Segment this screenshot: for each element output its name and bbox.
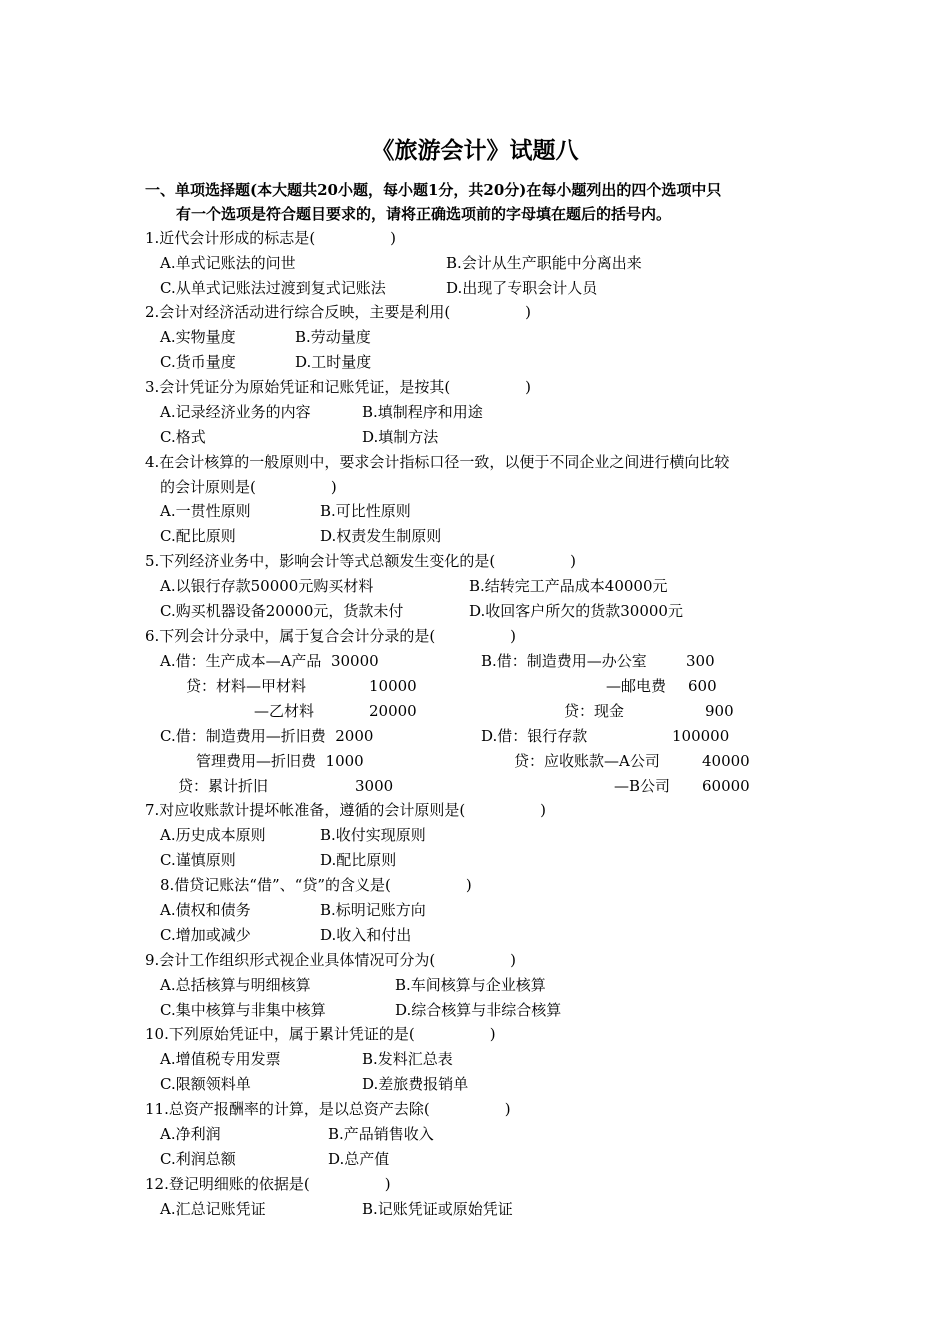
question-12-option-a: A.汇总记账凭证 [160,1200,266,1218]
question-8-option-d: D.收入和付出 [320,926,412,944]
question-2-option-a: A.实物量度 [160,328,236,346]
question-2-option-c: C.货币量度 [160,353,236,371]
question-10-option-d: D.差旅费报销单 [362,1075,469,1093]
question-6-a-line2: 贷：材料—甲材料 [186,677,307,695]
question-6-d-line3-amount: 60000 [702,777,750,795]
question-7-option-d: D.配比原则 [320,851,397,869]
question-3-stem: 3.会计凭证分为原始凭证和记账凭证，是按其( ) [145,378,532,396]
question-2-stem: 2.会计对经济活动进行综合反映，主要是利用( ) [145,303,532,321]
question-6-b-line2: —邮电费 [606,677,667,695]
question-3-option-b: B.填制程序和用途 [362,403,483,421]
question-1-option-d: D.出现了专职会计人员 [446,279,598,297]
question-8-option-b: B.标明记账方向 [320,901,426,919]
question-6-c-line1: C.借：制造费用—折旧费 2000 [160,727,374,745]
question-6-stem: 6.下列会计分录中，属于复合会计分录的是( ) [145,627,517,645]
question-11-option-a: A.净利润 [160,1125,221,1143]
question-4-option-c: C.配比原则 [160,527,236,545]
question-5-option-d: D.收回客户所欠的货款30000元 [469,602,683,620]
question-5-option-b: B.结转完工产品成本40000元 [469,577,668,595]
question-8-option-a: A.债权和债务 [160,901,251,919]
question-6-d-line3: —B公司 [614,777,671,795]
question-3-option-a: A.记录经济业务的内容 [160,403,311,421]
question-2-option-b: B.劳动量度 [295,328,371,346]
question-11-stem: 11.总资产报酬率的计算，是以总资产去除( ) [145,1100,511,1118]
question-4-stem: 4.在会计核算的一般原则中，要求会计指标口径一致，以便于不同企业之间进行横向比较 [145,453,730,471]
question-6-a-line1: A.借：生产成本—A产品 30000 [160,652,379,670]
question-6-b-line1: B.借：制造费用—办公室 [481,652,647,670]
question-3-option-c: C.格式 [160,428,206,446]
section-header-line2: 有一个选项是符合题目要求的，请将正确选项前的字母填在题后的括号内。 [176,205,672,223]
question-6-c-line3-amount: 3000 [355,777,394,795]
question-10-stem: 10.下列原始凭证中，属于累计凭证的是( ) [145,1025,496,1043]
question-6-d-line1: D.借：银行存款 [481,727,588,745]
question-6-a-line3: —乙材料 [254,702,315,720]
question-6-a-line2-amount: 10000 [369,677,417,695]
question-6-b-line2-amount: 600 [688,677,717,695]
question-4-option-a: A.一贯性原则 [160,502,251,520]
question-4-stem-cont: 的会计原则是( ) [160,478,337,496]
section-header-line1: 一、单项选择题(本大题共20小题，每小题1分，共20分)在每小题列出的四个选项中只 [145,181,722,199]
question-7-option-b: B.收付实现原则 [320,826,426,844]
question-4-option-b: B.可比性原则 [320,502,411,520]
question-6-c-line3: 贷：累计折旧 [178,777,269,795]
question-6-b-line3-amount: 900 [705,702,734,720]
question-8-stem: 8.借贷记账法“借”、“贷”的含义是( ) [160,876,472,894]
question-7-option-c: C.谨慎原则 [160,851,236,869]
question-11-option-d: D.总产值 [328,1150,390,1168]
question-11-option-c: C.利润总额 [160,1150,236,1168]
question-6-b-line1-amount: 300 [686,652,715,670]
question-6-d-line1-amount: 100000 [672,727,730,745]
question-12-stem: 12.登记明细账的依据是( ) [145,1175,391,1193]
question-11-option-b: B.产品销售收入 [328,1125,434,1143]
question-5-option-c: C.购买机器设备20000元，货款未付 [160,602,404,620]
question-7-option-a: A.历史成本原则 [160,826,266,844]
question-2-option-d: D.工时量度 [295,353,372,371]
question-1-option-a: A.单式记账法的问世 [160,254,296,272]
question-10-option-b: B.发料汇总表 [362,1050,453,1068]
question-10-option-c: C.限额领料单 [160,1075,251,1093]
question-6-a-line3-amount: 20000 [369,702,417,720]
question-7-stem: 7.对应收账款计提坏帐准备，遵循的会计原则是( ) [145,801,547,819]
question-1-option-c: C.从单式记账法过渡到复式记账法 [160,279,386,297]
question-6-c-line2: 管理费用—折旧费 1000 [196,752,364,770]
question-5-option-a: A.以银行存款50000元购买材料 [160,577,374,595]
question-12-option-b: B.记账凭证或原始凭证 [362,1200,513,1218]
question-9-stem: 9.会计工作组织形式视企业具体情况可分为( ) [145,951,517,969]
question-4-option-d: D.权责发生制原则 [320,527,442,545]
question-6-d-line2: 贷：应收账款—A公司 [514,752,660,770]
question-9-option-c: C.集中核算与非集中核算 [160,1001,326,1019]
question-8-option-c: C.增加或减少 [160,926,251,944]
question-5-stem: 5.下列经济业务中，影响会计等式总额发生变化的是( ) [145,552,577,570]
question-6-d-line2-amount: 40000 [702,752,750,770]
question-9-option-a: A.总括核算与明细核算 [160,976,311,994]
question-9-option-b: B.车间核算与企业核算 [395,976,546,994]
page-title: 《旅游会计》试题八 [371,137,579,164]
question-1-stem: 1.近代会计形成的标志是( ) [145,229,397,247]
question-1-option-b: B.会计从生产职能中分离出来 [446,254,642,272]
question-6-b-line3: 贷：现金 [564,702,625,720]
question-10-option-a: A.增值税专用发票 [160,1050,281,1068]
question-9-option-d: D.综合核算与非综合核算 [395,1001,562,1019]
question-3-option-d: D.填制方法 [362,428,439,446]
